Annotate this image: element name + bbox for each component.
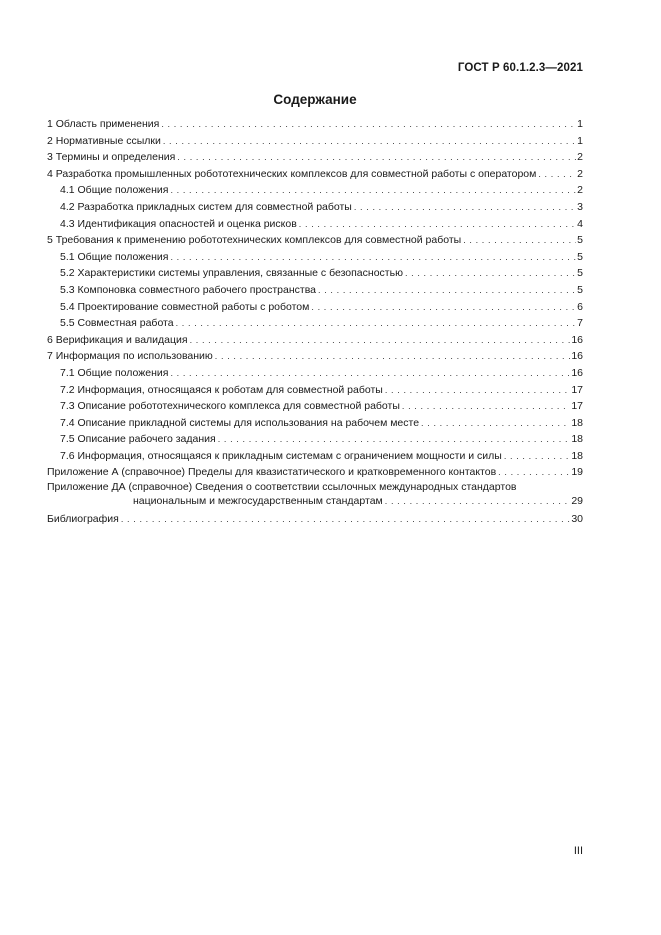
toc-entry-5-5[interactable] xyxy=(47,315,583,332)
toc-page-number: 2 xyxy=(577,184,583,197)
toc-entry-4-1[interactable] xyxy=(47,182,583,199)
toc-leader xyxy=(218,431,571,448)
toc-leader xyxy=(318,282,576,299)
toc-leader xyxy=(161,116,576,133)
toc-entry-text: 7.3 Описание робототехнического комплекса для совместной работы xyxy=(60,400,400,413)
toc-entry-text: 4.1 Общие положения xyxy=(60,184,169,197)
toc-page-number: 5 xyxy=(577,234,583,247)
toc-entry-text: 4.3 Идентификация опасностей и оценка рисков xyxy=(60,217,297,230)
toc-entry-text: 7.6 Информация, относящаяся к прикладным системам с ограничением мощности и силы xyxy=(60,449,502,462)
toc-entry-text: 5.3 Компоновка совместного рабочего пространства xyxy=(60,283,317,296)
toc-leader xyxy=(385,382,570,399)
toc-page-number: 16 xyxy=(571,366,583,379)
toc-leader xyxy=(121,511,570,528)
toc-title: Содержание xyxy=(273,92,357,107)
toc-page-number: 6 xyxy=(577,300,583,313)
toc-entry-text: 3 Термины и определения xyxy=(47,151,176,164)
toc-page-number: 1 xyxy=(577,118,583,130)
toc-leader xyxy=(170,249,576,266)
toc-page-number: 19 xyxy=(571,466,583,479)
toc-page-number: 18 xyxy=(571,449,583,462)
toc-entry-text: 5.4 Проектирование совместной работы с роботом xyxy=(60,300,310,313)
toc-leader xyxy=(402,398,570,415)
toc-page-number: 7 xyxy=(577,317,583,330)
toc-entry-5-4[interactable] xyxy=(47,299,583,316)
toc-page-number: 5 xyxy=(577,250,583,263)
toc-entry-text: 4.2 Разработка прикладных систем для совместной работы xyxy=(60,200,352,213)
toc-entry-text-continued: национальным и межгосударственным стандартам xyxy=(133,495,383,508)
toc-entry-text: 7.2 Информация, относящаяся к роботам для совместной работы xyxy=(60,383,383,396)
toc-entry-text: 4 Разработка промышленных робототехнических комплексов для совместной работы с оператором xyxy=(47,167,537,180)
page-number: III xyxy=(573,845,583,857)
toc-entry-text: 5.1 Общие положения xyxy=(60,250,169,263)
toc-page-number: 17 xyxy=(571,383,583,396)
toc-leader xyxy=(463,232,576,249)
toc-leader xyxy=(498,464,570,481)
toc-leader xyxy=(215,348,571,365)
toc-leader xyxy=(163,133,576,150)
toc-page-number: 4 xyxy=(577,217,583,230)
toc-entry-2[interactable] xyxy=(47,133,583,150)
toc-entry-7[interactable] xyxy=(47,348,583,365)
toc-entry-3[interactable] xyxy=(47,149,583,166)
toc-entry-1[interactable] xyxy=(47,116,583,133)
toc-leader xyxy=(538,166,576,183)
toc-entry-5-3[interactable] xyxy=(47,282,583,299)
toc-leader xyxy=(504,448,571,465)
toc-entry-4-2[interactable] xyxy=(47,199,583,216)
toc-page-number: 29 xyxy=(571,495,583,508)
document-code: ГОСТ Р 60.1.2.3—2021 xyxy=(457,62,583,74)
toc-page-number: 1 xyxy=(577,134,583,147)
toc-entry-5[interactable] xyxy=(47,232,583,249)
toc-page-number: 5 xyxy=(577,283,583,296)
toc-leader xyxy=(170,182,576,199)
toc-leader xyxy=(190,332,571,349)
toc-entry-7-4[interactable] xyxy=(47,415,583,432)
toc-entry-text: 7.5 Описание рабочего задания xyxy=(60,433,216,446)
toc-page-number: 5 xyxy=(577,267,583,280)
toc-leader xyxy=(299,216,576,233)
toc-entry-text: Приложение ДА (справочное) Сведения о соответствии ссылочных международных стандартов xyxy=(47,481,517,494)
toc-page-number: 18 xyxy=(571,433,583,446)
toc-leader xyxy=(421,415,570,432)
toc-entry-4-3[interactable] xyxy=(47,216,583,233)
toc-entry-appendix-a[interactable] xyxy=(47,464,583,481)
toc-entry-7-6[interactable] xyxy=(47,448,583,465)
toc-entry-text: 5.2 Характеристики системы управления, связанные с безопасностью xyxy=(60,267,403,280)
toc-page-number: 18 xyxy=(571,416,583,429)
toc-entry-7-2[interactable] xyxy=(47,382,583,399)
toc-entry-text: 7.1 Общие положения xyxy=(60,366,169,379)
toc-entry-text: 7.4 Описание прикладной системы для использования на рабочем месте xyxy=(60,416,420,429)
toc-leader xyxy=(176,315,577,332)
toc-leader xyxy=(385,494,571,509)
toc-page-number: 2 xyxy=(577,151,583,164)
toc-leader xyxy=(311,299,576,316)
toc-page-number: 16 xyxy=(571,350,583,363)
toc-entry-text: 2 Нормативные ссылки xyxy=(47,134,161,147)
toc-entry-text: 5 Требования к применению робототехнических комплексов для совместной работы xyxy=(47,234,462,247)
toc-entry-6[interactable] xyxy=(47,332,583,349)
toc-leader xyxy=(354,199,576,216)
toc-leader xyxy=(405,265,576,282)
toc-entry-bibliography[interactable] xyxy=(47,511,583,528)
toc-entry-text: 7 Информация по использованию xyxy=(47,350,213,363)
toc-page-number: 16 xyxy=(571,333,583,346)
toc-page-number: 3 xyxy=(577,200,583,213)
toc-entry-text: 5.5 Совместная работа xyxy=(60,317,174,330)
toc-page-number: 30 xyxy=(571,513,583,526)
toc-page-number: 2 xyxy=(577,167,583,180)
toc-entry-7-3[interactable] xyxy=(47,398,583,415)
toc-entry-5-2[interactable] xyxy=(47,265,583,282)
toc-entry-text: Приложение А (справочное) Пределы для квазистатического и кратковременного контактов xyxy=(47,466,497,479)
toc-entry-4[interactable] xyxy=(47,166,583,183)
toc-page-number: 17 xyxy=(571,400,583,413)
toc-entry-text: 1 Область применения xyxy=(47,118,160,130)
toc-entry-7-5[interactable] xyxy=(47,431,583,448)
toc-entry-text: Библиография xyxy=(47,513,119,526)
table-of-contents xyxy=(47,116,583,528)
toc-entry-text: 6 Верификация и валидация xyxy=(47,333,188,346)
toc-entry-appendix-da[interactable] xyxy=(47,481,583,511)
toc-leader xyxy=(177,149,576,166)
toc-leader xyxy=(170,365,570,382)
toc-entry-5-1[interactable] xyxy=(47,249,583,266)
toc-entry-7-1[interactable] xyxy=(47,365,583,382)
